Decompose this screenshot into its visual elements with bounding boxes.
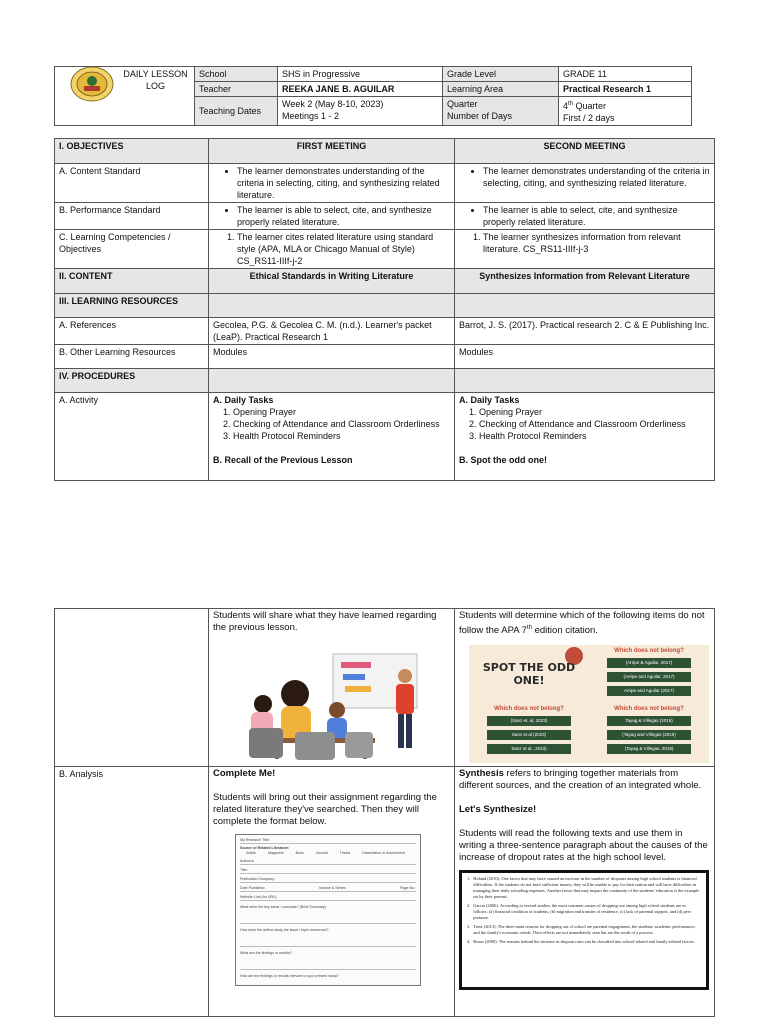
- school-value: SHS in Progressive: [278, 67, 443, 82]
- question-label: Which does not belong?: [614, 706, 684, 713]
- task-item: 1. Opening Prayer: [233, 406, 450, 418]
- complete-text: Students will bring out their assignment regarding the related literature they've searched. Then they will complete the format below.: [213, 792, 437, 827]
- resources-heading: III. LEARNING RESOURCES: [55, 294, 209, 318]
- text-item: Holand (2010): One factor that may have caused an increase in the number of dropouts among high school students is financial difficulties. If the students do not have sufficient money, they will be unable to pay for their tuition and will have difficulties in managing their daily schooling expenses. Another factor that may impact the continuity of the students' education is the example set by their parents.: [473, 876, 700, 899]
- choice-card: Sanz et al., 2023): [487, 744, 571, 754]
- lets-synthesize-heading: Let's Synthesize!: [459, 804, 537, 815]
- quarter-value: 4th Quarter First / 2 days: [559, 97, 692, 126]
- performance-standard-first: • The learner is able to select, cite, and synthesize properly related literature.: [237, 204, 450, 228]
- lesson-table-continued: [54, 608, 715, 1017]
- text-item: Trent (2013): The three main reasons for dropping out of school are parental engagement, the students' academic performance, and the family's economic needs. Their effects are not immediately seen but are the result of a process.: [473, 924, 696, 935]
- complete-me-heading: Complete Me!: [213, 768, 276, 779]
- activity-first: A. Daily Tasks 1. Opening Prayer 2. Checking of Attendance and Classroom Orderliness 3. Health Protocol Reminders B. Recall of the Previous Lesson: [209, 393, 455, 481]
- teacher-value: REEKA JANE B. AGUILAR: [278, 82, 443, 97]
- objectives-heading: I. OBJECTIVES: [55, 139, 209, 164]
- analysis-second: [455, 767, 715, 1017]
- choice-card: Tayag & Villegas (2019): [607, 716, 691, 726]
- content-standard-label: A. Content Standard: [55, 164, 209, 203]
- school-label: School: [195, 67, 278, 82]
- learning-area-value: Practical Research 1: [559, 82, 692, 97]
- spot-text: Students will determine which of the following items do not follow the APA 7th edition citation.: [459, 610, 705, 637]
- procedures-heading: IV. PROCEDURES: [55, 369, 209, 393]
- grade-level-value: GRADE 11: [559, 67, 692, 82]
- other-resources-first: Modules: [209, 345, 455, 369]
- task-item: 1. Opening Prayer: [479, 406, 710, 418]
- choice-card: Arripe and Aguilar (2017): [607, 686, 691, 696]
- spot-odd-one-image: [469, 645, 709, 763]
- content-heading: II. CONTENT: [55, 269, 209, 294]
- task-item: 3. Health Protocol Reminders: [479, 430, 710, 442]
- references-second: Barrot, J. S. (2017). Practical research 2. C & E Publishing Inc.: [455, 318, 715, 345]
- second-meeting-heading: SECOND MEETING: [455, 139, 715, 164]
- learning-area-label: Learning Area: [443, 82, 559, 97]
- lesson-table: [54, 138, 715, 481]
- spot-title: SPOT THE ODD ONE!: [482, 661, 576, 688]
- choice-card: (Sanz et. al, 2023): [487, 716, 571, 726]
- synthesis-definition: Synthesis refers to bringing together materials from different sources, and the creation of an integrated whole.: [459, 768, 702, 791]
- task-item: 2. Checking of Attendance and Classroom Orderliness: [233, 418, 450, 430]
- synthesize-text: Students will read the following texts and use them in writing a three-sentence paragraph about the causes of the increase of dropout rates at the high school level.: [459, 828, 708, 863]
- choice-card: (Arripe & Aguilar, 2017): [607, 658, 691, 668]
- analysis-first: [209, 767, 455, 1017]
- teaching-dates-label: Teaching Dates: [195, 97, 278, 126]
- classroom-illustration: [235, 648, 425, 760]
- spot-heading: B. Spot the odd one!: [459, 455, 547, 465]
- literature-form-image: My Research Title: Source of Related Literature: Article Magazine Book Journal Thesis Dissertation or Advisement Author/s: Title: Publication Company: Date Published: Volume & Series: Page No.: Website Link (for URL): What were the key ideas / concepts? (Brief Summary) How does the author study the issue / topic concerned? What are the findings or results? How are the findings or results relevant to your present study?: [235, 834, 421, 986]
- quarter-label: Quarter Number of Days: [443, 97, 559, 126]
- recall-cell: [209, 609, 455, 767]
- other-resources-label: B. Other Learning Resources: [55, 345, 209, 369]
- activity-label: A. Activity: [55, 393, 209, 481]
- first-meeting-heading: FIRST MEETING: [209, 139, 455, 164]
- choice-card: Sanz et al (2023): [487, 730, 571, 740]
- choice-card: (Tayag & Villegas, 2019): [607, 744, 691, 754]
- dll-title-2: LOG: [145, 81, 165, 91]
- performance-standard-label: B. Performance Standard: [55, 203, 209, 230]
- choice-card: (Arripe and Aguilar, 2017): [607, 672, 691, 682]
- dll-title: DAILY LESSON: [123, 69, 188, 79]
- teaching-dates-value: Week 2 (May 8-10, 2023) Meetings 1 - 2: [278, 97, 443, 126]
- content-first: Ethical Standards in Writing Literature: [209, 269, 455, 294]
- teacher-label: Teacher: [195, 82, 278, 97]
- other-resources-second: Modules: [455, 345, 715, 369]
- question-label: Which does not belong?: [614, 648, 684, 655]
- content-second: Synthesizes Information from Relevant Literature: [455, 269, 715, 294]
- text-item: Garcia (2006): According to several studies, the most common causes of dropping-out among high school students are as follows: (a) financial condition of students, (b) migration and transfer of residence, (c) lack of parental support, and (d) peer pressure.: [473, 903, 692, 920]
- grade-level-label: Grade Level: [443, 67, 559, 82]
- text-item: Rosas (2000): The reasons behind the increase in dropout rates can be classified into school-related and family-related factors.: [473, 939, 696, 944]
- recall-heading: B. Recall of the Previous Lesson: [213, 455, 353, 465]
- literature-texts-image: 1. Holand (2010): One factor that may have caused an increase in the number of dropouts among high school students is financial difficulties. If the students do not have sufficient money, they will be unable to pay for their tuition and will have difficulties in managing their daily schooling expenses. Another factor that may impact the continuity of the students' education is the example set by their parents. 2. Garcia (2006): According to several studies, the most common causes of dropping-out among high school students are as follows: (a) financial condition of students, (b) migration and transfer of residence, (c) lack of parental support, and (d) peer pressure. 3. Trent (2013): The three main reasons for dropping out of school are parental engagement, the students' academic performance, and the family's economic needs. Their effects are not immediately seen but are the result of a process. 4. Rosas (2000): The reasons behind the increase in dropout rates can be classified into school-related and family-related factors.: [459, 870, 709, 990]
- analysis-label: B. Analysis: [55, 767, 209, 1017]
- spot-cell: [455, 609, 715, 767]
- question-label: Which does not belong?: [494, 706, 564, 713]
- references-label: A. References: [55, 318, 209, 345]
- performance-standard-second: • The learner is able to select, cite, and synthesize properly related literature.: [483, 204, 710, 228]
- content-standard-first: • The learner demonstrates understanding of the criteria in selecting, citing, and synthesizing related literature.: [237, 165, 450, 201]
- recall-text: Students will share what they have learned regarding the previous lesson.: [213, 610, 437, 633]
- content-standard-second: • The learner demonstrates understanding of the criteria in selecting, citing, and synthesizing related literature.: [483, 165, 710, 189]
- choice-card: (Tayag and Villegas (2019): [607, 730, 691, 740]
- references-first: Gecolea, P.G. & Gecolea C. M. (n.d.). Learner's packet (LeaP). Practical Research 1: [209, 318, 455, 345]
- task-item: 2. Checking of Attendance and Classroom Orderliness: [479, 418, 710, 430]
- competencies-first: 1. The learner cites related literature using standard style (APA, MLA or Chicago Manual of Style) CS_RS11-IIIf-j-2: [237, 231, 450, 267]
- task-item: 3. Health Protocol Reminders: [233, 430, 450, 442]
- header-table: [54, 66, 692, 126]
- activity-second: A. Daily Tasks 1. Opening Prayer 2. Checking of Attendance and Classroom Orderliness 3. Health Protocol Reminders B. Spot the odd one!: [455, 393, 715, 481]
- competencies-label: C. Learning Competencies / Objectives: [55, 230, 209, 269]
- competencies-second: 1. The learner synthesizes information from relevant literature. CS_RS11-IIIf-j-3: [483, 231, 710, 255]
